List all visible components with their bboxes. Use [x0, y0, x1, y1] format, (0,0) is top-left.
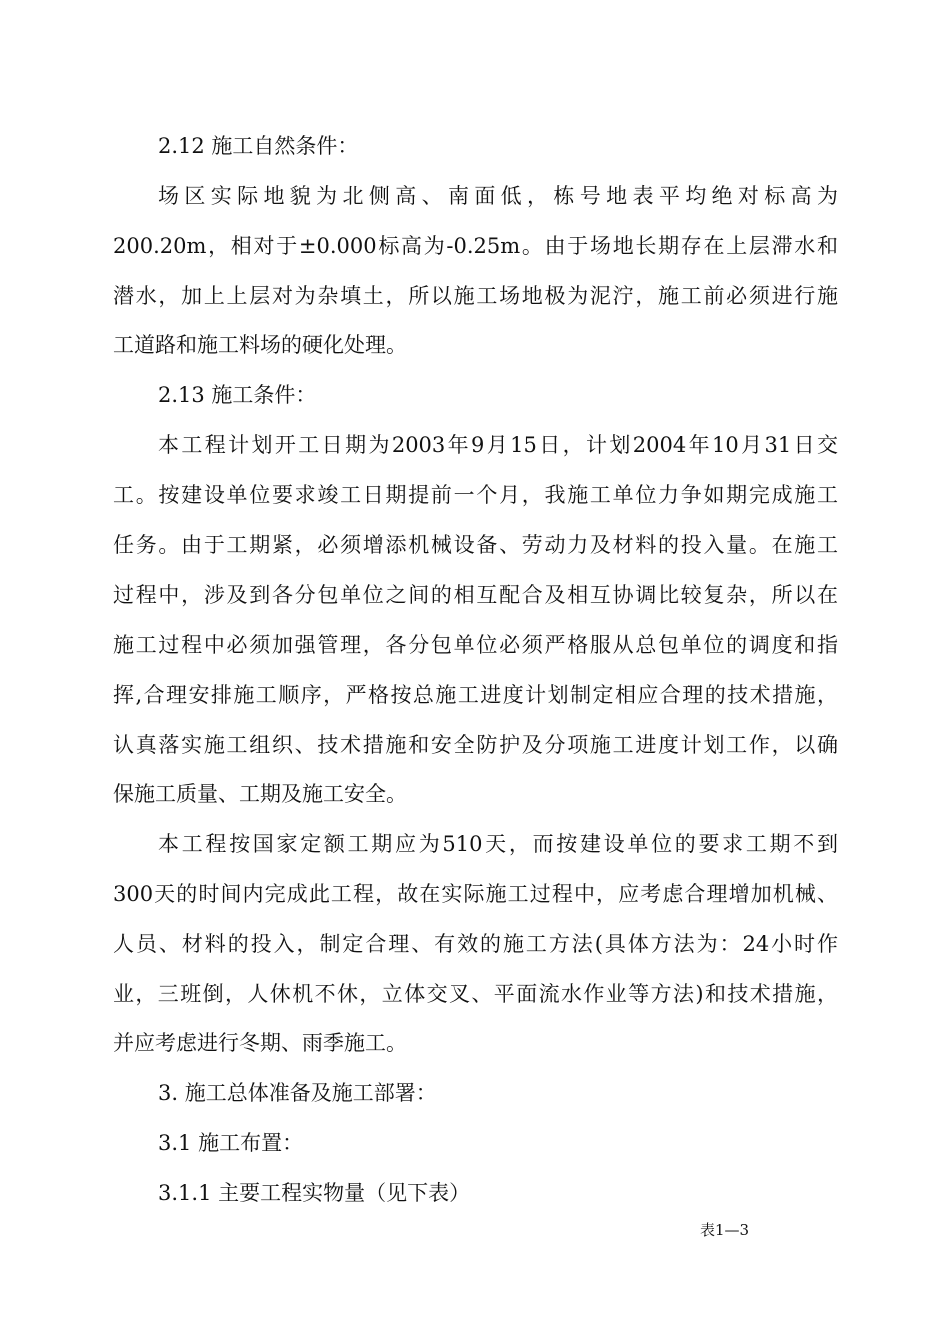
paragraph-line: 保施工质量、工期及施工安全。	[113, 782, 407, 806]
section-heading-3-1: 3.1 施工布置：	[158, 1131, 304, 1155]
section-heading-2-12: 2.12 施工自然条件：	[158, 134, 359, 158]
section-heading-3: 3. 施工总体准备及施工部署：	[158, 1081, 437, 1105]
paragraph-line: 过程中，涉及到各分包单位之间的相互配合及相互协调比较复杂，所以在	[113, 583, 838, 607]
paragraph-line: 认真落实施工组织、技术措施和安全防护及分项施工进度计划工作，以确	[113, 733, 838, 757]
paragraph-line: 本工程按国家定额工期应为510天，而按建设单位的要求工期不到	[158, 832, 838, 856]
paragraph-line: 业，三班倒，人休机不休，立体交叉、平面流水作业等方法)和技术措施，	[113, 982, 838, 1006]
paragraph-line: 场区实际地貌为北侧高、南面低，栋号地表平均绝对标高为	[158, 184, 838, 208]
paragraph-line: 任务。由于工期紧，必须增添机械设备、劳动力及材料的投入量。在施工	[113, 533, 838, 557]
section-heading-3-1-1: 3.1.1 主要工程实物量（见下表）	[158, 1181, 471, 1205]
paragraph-line: 潜水，加上上层对为杂填土，所以施工场地极为泥泞，施工前必须进行施	[113, 284, 838, 308]
paragraph-line: 工。按建设单位要求竣工日期提前一个月，我施工单位力争如期完成施工	[113, 483, 838, 507]
table-label: 表1—3	[700, 1221, 750, 1239]
paragraph-line: 200.20m，相对于±0.000标高为-0.25m。由于场地长期存在上层滞水和	[113, 234, 838, 258]
paragraph-line: 工道路和施工料场的硬化处理。	[113, 333, 407, 357]
paragraph-line: 本工程计划开工日期为2003年9月15日，计划2004年10月31日交	[158, 433, 838, 457]
paragraph-line: 并应考虑进行冬期、雨季施工。	[113, 1031, 407, 1055]
paragraph-line: 300天的时间内完成此工程，故在实际施工过程中，应考虑合理增加机械、	[113, 882, 838, 906]
section-heading-2-13: 2.13 施工条件：	[158, 383, 317, 407]
paragraph-line: 施工过程中必须加强管理，各分包单位必须严格服从总包单位的调度和指	[113, 633, 838, 657]
paragraph-line: 挥,合理安排施工顺序，严格按总施工进度计划制定相应合理的技术措施，	[113, 683, 838, 707]
paragraph-line: 人员、材料的投入，制定合理、有效的施工方法(具体方法为：24小时作	[113, 932, 838, 956]
